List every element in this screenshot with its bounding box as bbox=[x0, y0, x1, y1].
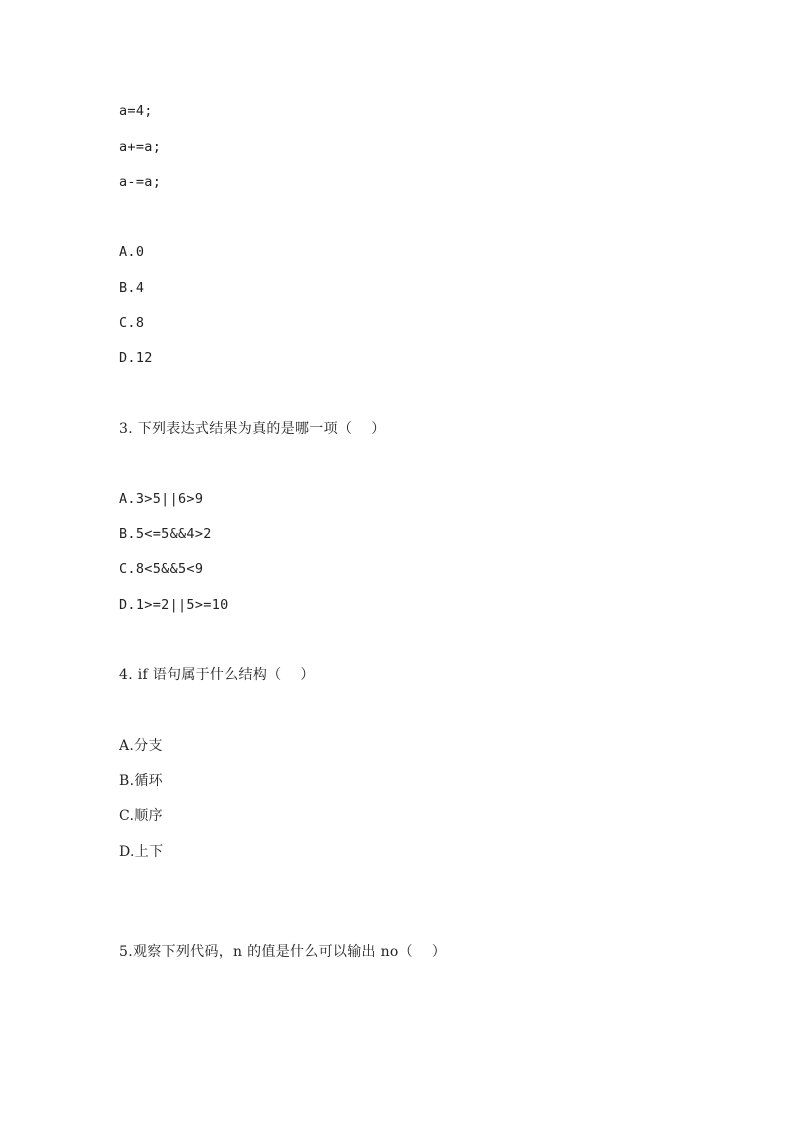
q4-option-c: C.顺序 bbox=[119, 808, 163, 824]
q4-question: 4. if 语句属于什么结构（ ） bbox=[119, 667, 315, 683]
q4-option-b: B.循环 bbox=[119, 773, 163, 789]
q3-option-b: B.5<=5&&4>2 bbox=[119, 526, 212, 542]
code-line-1: a=4; bbox=[119, 103, 153, 119]
q4-option-d: D.上下 bbox=[119, 844, 164, 860]
q4-option-a: A.分支 bbox=[119, 738, 163, 754]
q3-question: 3. 下列表达式结果为真的是哪一项（ ） bbox=[119, 421, 386, 437]
code-line-3: a-=a; bbox=[119, 174, 162, 190]
q2-option-c: C.8 bbox=[119, 315, 145, 331]
q2-option-a: A.0 bbox=[119, 244, 145, 260]
q2-option-b: B.4 bbox=[119, 280, 145, 296]
q5-question: 5.观察下列代码，n 的值是什么可以输出 no（ ） bbox=[119, 944, 447, 960]
q2-option-d: D.12 bbox=[119, 350, 153, 366]
q3-option-c: C.8<5&&5<9 bbox=[119, 561, 204, 577]
q3-option-d: D.1>=2||5>=10 bbox=[119, 597, 229, 613]
q3-option-a: A.3>5||6>9 bbox=[119, 491, 204, 507]
code-line-2: a+=a; bbox=[119, 139, 162, 155]
